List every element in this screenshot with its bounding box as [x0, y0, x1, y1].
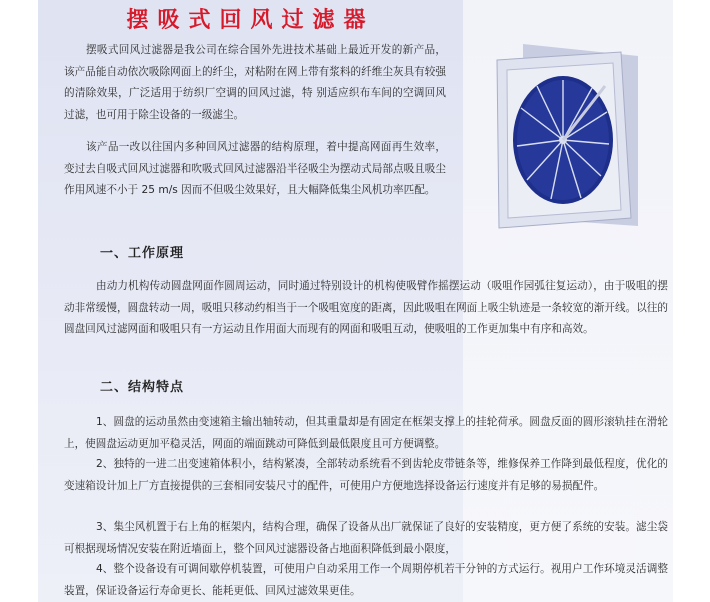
intro-paragraph-1: 摆吸式回风过滤器是我公司在综合国外先进技术基础上最近开发的新产品，该产品能自动依次吸除网面上的纤尘，对粘附在网上带有浆料的纤维尘灰具有较强的清除效果，广泛适用于纺织厂空调的回风过滤，特 别适应织布车间的空调回风过滤，也可用于除尘设备的一级滤尘。 — [64, 44, 446, 121]
feature-item-1: 1、圆盘的运动虽然由变速箱主输出轴转动，但其重量却是有固定在框架支撑上的挂轮荷承。圆盘反面的圆形滚轨挂在滑轮上，使圆盘运动更加平稳灵活，网面的端面跳动可降低到最低限度且可方便调整。 — [64, 416, 668, 450]
section-heading-principle: 一、工作原理 — [100, 246, 185, 261]
filter-drawing — [493, 42, 643, 232]
principle-paragraph: 由动力机构传动圆盘网面作圆周运动，同时通过特别设计的机构使吸臂作摇摆运动（吸咀作园弧往复运动），由于吸咀的摆动非常缓慢，圆盘转动一周，吸咀只移动约相当于一个吸咀宽度的距离，因此吸咀在网面上吸尘轨迹是一条较宽的渐开线。以往的圆盘回风过滤网面和吸咀只有一方运动且作用面大而现有的网面和吸咀互动，使吸咀的工作更加集中有序和高效。 — [64, 280, 668, 335]
feature-item-2: 2、独特的一进二出变速箱体积小，结构紧凑，全部转动系统看不到齿轮皮带链条等，维修保养工作降到最低程度，优化的变速箱设计加上厂方直接提供的三套相同安装尺寸的配件，可使用户方便地选择设备运行速度并有足够的易损配件。 — [64, 458, 668, 492]
feature-item-4: 4、整个设备设有可调间歇停机装置，可使用户自动采用工作一个周期停机若干分钟的方式运行。视用户工作环境灵活调整装置，保证设备运行寿命更长、能耗更低、回风过滤效果更佳。 — [64, 563, 668, 597]
intro-paragraph-2: 该产品一改以往国内多种回风过滤器的结构原理，着中提高网面再生效率，变过去自吸式回风过滤器和吹吸式回风过滤器沿半径吸尘为摆动式局部点吸且吸尘作用风速不小于 25 m/s 因而不但吸尘效果好，且大幅降低集尘风机功率匹配。 — [64, 141, 446, 196]
section-heading-features: 二、结构特点 — [100, 380, 185, 395]
feature-item-3: 3、集尘风机置于右上角的框架内，结构合理，确保了设备从出厂就保证了良好的安装精度，更方便了系统的安装。滤尘袋可根据现场情况安装在附近墙面上，整个回风过滤器设备占地面积降低到最小限度， — [64, 521, 668, 555]
page-title: 摆吸式回风过滤器 — [126, 7, 375, 33]
product-illustration — [493, 42, 643, 232]
